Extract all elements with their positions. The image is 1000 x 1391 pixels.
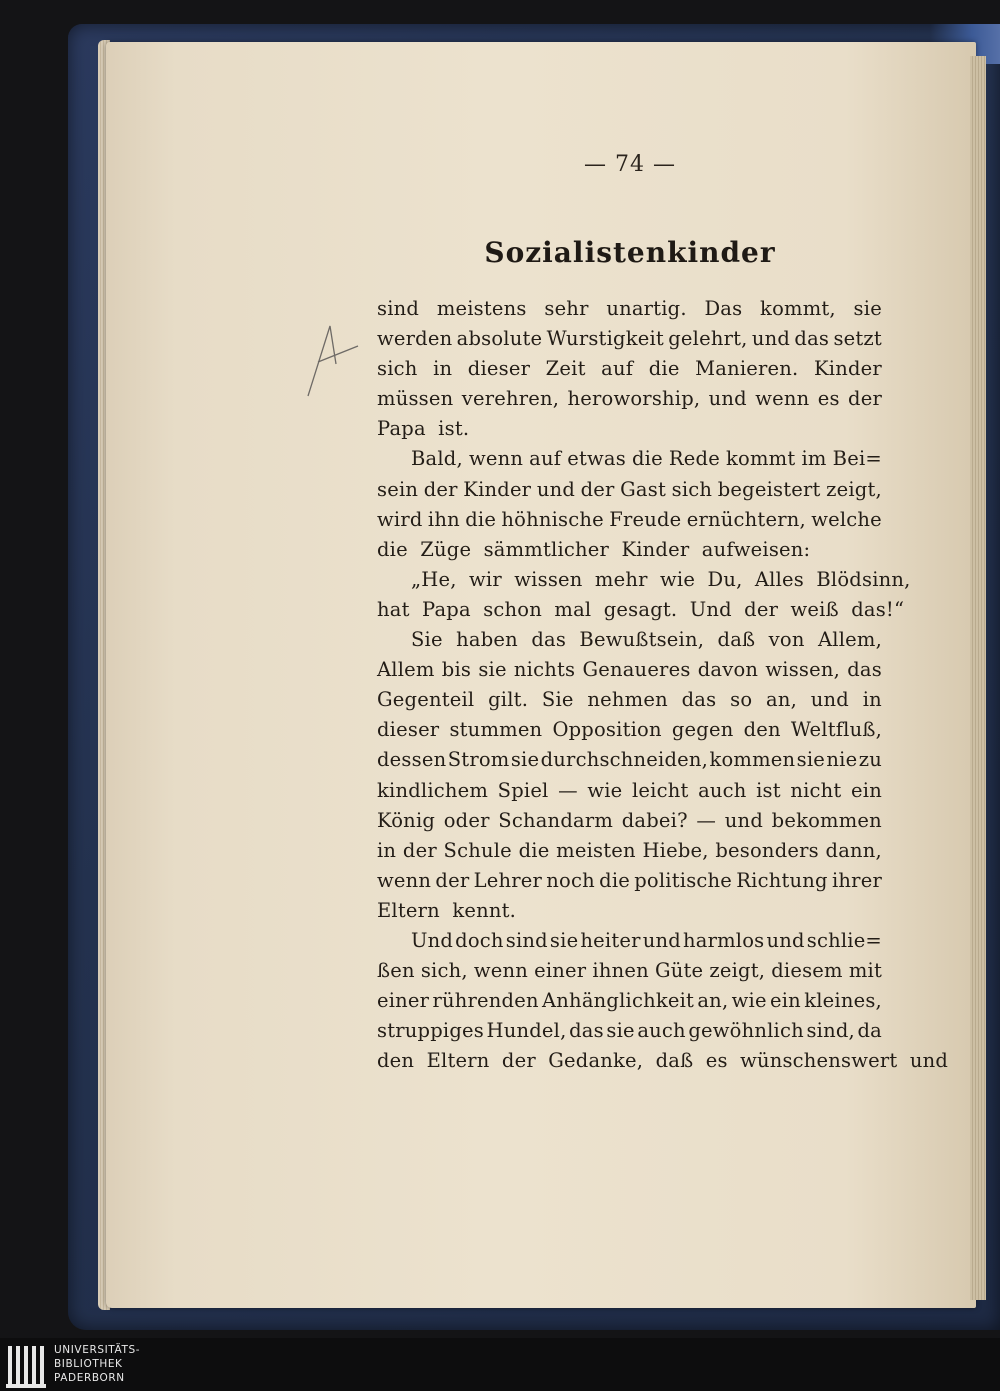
text-line: Allem bis sie nichts Genaueres davon wissen, das <box>377 658 882 682</box>
page-body-text <box>377 294 949 1076</box>
text-line: Bald, wenn auf etwas die Rede kommt im Bei= <box>411 447 882 471</box>
text-line: werden absolute Wurstigkeit gelehrt, und das setzt <box>377 327 882 351</box>
chapter-heading: Sozialistenkinder <box>484 236 776 269</box>
footer-bar <box>0 1338 1000 1391</box>
text-line: einer rührenden Anhänglichkeit an, wie ein kleines, <box>377 989 882 1013</box>
text-line: dessen Strom sie durchschneiden, kommen sie nie zu <box>377 748 882 772</box>
text-line: Gegenteil gilt. Sie nehmen das so an, und in <box>377 688 882 712</box>
page-number: — 74 — <box>584 152 676 177</box>
page-edges-right <box>970 56 986 1300</box>
library-name-line3: PADERBORN <box>54 1372 125 1384</box>
text-line: hat Papa schon mal gesagt. Und der weiß das!“ <box>377 597 905 621</box>
library-name <box>54 1343 140 1385</box>
text-line: Sie haben das Bewußtsein, daß von Allem, <box>411 628 882 652</box>
text-line: wird ihn die höhnische Freude ernüchtern, welche <box>377 507 882 531</box>
text-line: sein der Kinder und der Gast sich begeistert zeigt, <box>377 477 882 501</box>
text-line: in der Schule die meisten Hiebe, besonders dann, <box>377 838 882 862</box>
text-line: den Eltern der Gedanke, daß es wünschenswert und <box>377 1049 949 1073</box>
library-name-line2: BIBLIOTHEK <box>54 1358 123 1370</box>
text-line: struppiges Hundel, das sie auch gewöhnlich sind, da <box>377 1019 882 1043</box>
text-line: König oder Schandarm dabei? — und bekommen <box>377 808 882 832</box>
text-line: dieser stummen Opposition gegen den Weltfluß, <box>377 718 882 742</box>
text-line: Papa ist. <box>377 417 470 441</box>
text-line: Und doch sind sie heiter und harmlos und schlie= <box>411 928 882 952</box>
library-logo-icon <box>6 1344 48 1388</box>
text-line: wenn der Lehrer noch die politische Richtung ihrer <box>377 868 882 892</box>
text-line: Eltern kennt. <box>377 898 517 922</box>
text-line: müssen verehren, heroworship, und wenn es der <box>377 387 882 411</box>
text-line: ßen sich, wenn einer ihnen Güte zeigt, diesem mit <box>377 959 882 983</box>
text-line: sich in dieser Zeit auf die Manieren. Kinder <box>377 357 882 381</box>
text-line: sind meistens sehr unartig. Das kommt, sie <box>377 297 882 320</box>
text-line: kindlichem Spiel — wie leicht auch ist nicht ein <box>377 778 882 802</box>
text-line: „He, wir wissen mehr wie Du, Alles Blödsinn, <box>411 567 911 591</box>
library-name-line1: UNIVERSITÄTS- <box>54 1344 141 1356</box>
pencil-margin-mark <box>300 318 360 398</box>
text-line: die Züge sämmtlicher Kinder aufweisen: <box>377 537 811 561</box>
